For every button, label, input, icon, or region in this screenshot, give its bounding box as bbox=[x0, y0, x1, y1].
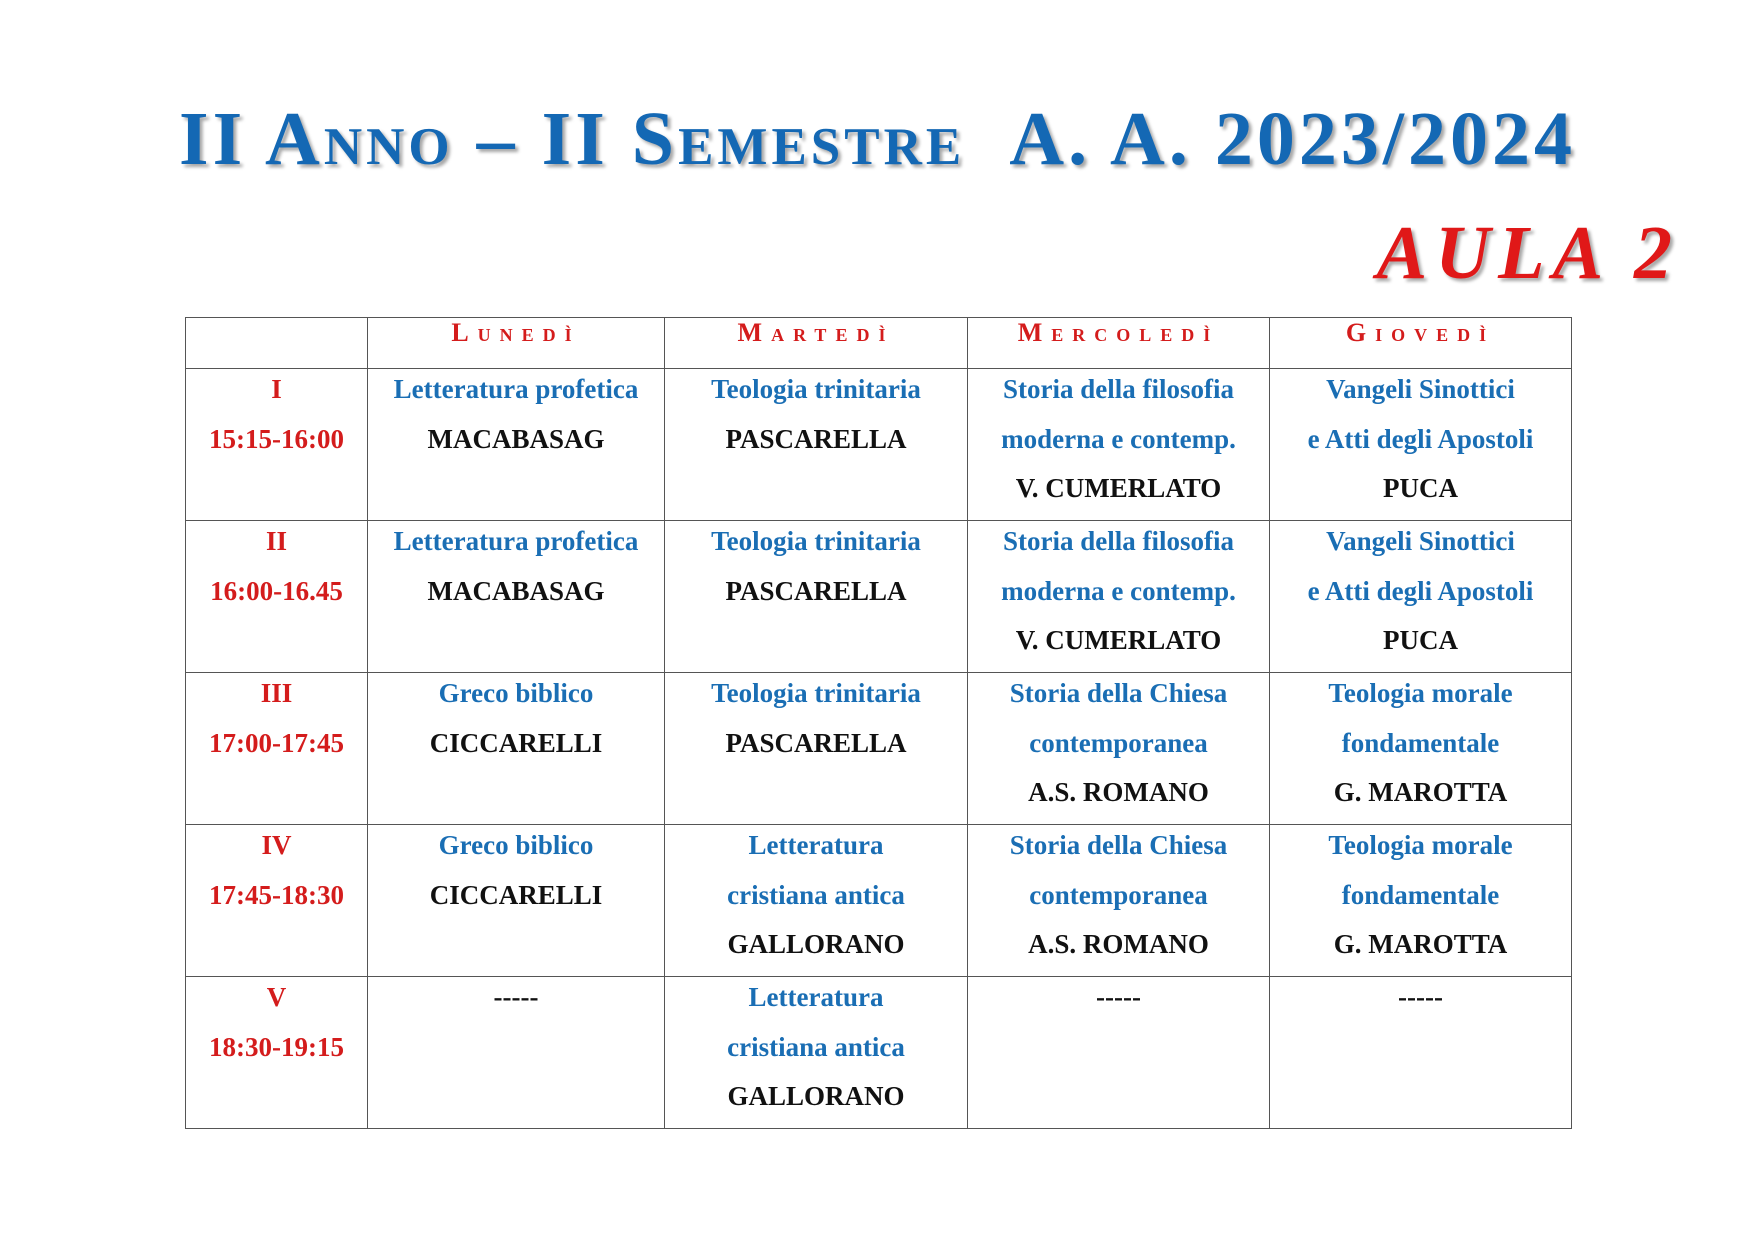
lesson-cell-thursday bbox=[1270, 673, 1572, 825]
teacher-name: MACABASAG bbox=[427, 575, 605, 606]
course-name: Teologia trinitaria bbox=[711, 374, 921, 404]
period-time: 17:00-17:45 bbox=[209, 727, 344, 758]
period-cell bbox=[186, 977, 368, 1129]
lesson-cell-tuesday bbox=[665, 369, 968, 521]
schedule-body bbox=[186, 369, 1572, 1129]
period-label: I bbox=[271, 374, 282, 404]
course-name: Vangeli Sinottici bbox=[1326, 526, 1515, 556]
teacher-name: A.S. ROMANO bbox=[1028, 929, 1209, 959]
lesson-cell-tuesday bbox=[665, 673, 968, 825]
empty-slot: ----- bbox=[1096, 982, 1141, 1012]
teacher-name: A.S. ROMANO bbox=[1028, 777, 1209, 807]
teacher-name: MACABASAG bbox=[427, 423, 605, 454]
lesson-cell-tuesday bbox=[665, 977, 968, 1129]
lesson-cell-tuesday bbox=[665, 825, 968, 977]
course-name: Storia della filosofia bbox=[1003, 526, 1234, 556]
course-name: Letteratura bbox=[748, 982, 884, 1012]
course-name: Letteratura profetica bbox=[393, 526, 639, 556]
course-name: Teologia trinitaria bbox=[711, 678, 921, 708]
lesson-cell-monday bbox=[368, 369, 665, 521]
course-name: fondamentale bbox=[1341, 879, 1500, 910]
table-row bbox=[186, 977, 1572, 1129]
table-row bbox=[186, 369, 1572, 521]
day-header-wednesday: Mercoledì bbox=[968, 318, 1270, 369]
course-name: Greco biblico bbox=[438, 678, 594, 708]
period-time: 18:30-19:15 bbox=[209, 1031, 344, 1062]
lesson-cell-thursday bbox=[1270, 369, 1572, 521]
page-title bbox=[0, 96, 1755, 183]
teacher-name: PUCA bbox=[1383, 473, 1458, 503]
course-name: moderna e contemp. bbox=[1001, 575, 1236, 606]
period-label: II bbox=[265, 526, 287, 556]
course-name: e Atti degli Apostoli bbox=[1307, 423, 1534, 454]
lesson-cell-thursday bbox=[1270, 977, 1572, 1129]
day-header-monday: Lunedì bbox=[368, 318, 665, 369]
header-row bbox=[186, 318, 1572, 369]
course-name: moderna e contemp. bbox=[1001, 423, 1236, 454]
course-name: Storia della Chiesa bbox=[1009, 830, 1228, 860]
lesson-cell-monday bbox=[368, 977, 665, 1129]
teacher-name: GALLORANO bbox=[727, 929, 905, 959]
course-name: contemporanea bbox=[1029, 727, 1208, 758]
period-time: 17:45-18:30 bbox=[209, 879, 344, 910]
schedule-table bbox=[185, 317, 1572, 1129]
course-name: Letteratura profetica bbox=[393, 374, 639, 404]
day-header-thursday: Giovedì bbox=[1270, 318, 1572, 369]
course-name: Teologia morale bbox=[1328, 830, 1513, 860]
period-label: IV bbox=[261, 830, 292, 860]
course-name: Storia della filosofia bbox=[1003, 374, 1234, 404]
empty-slot: ----- bbox=[1398, 982, 1443, 1012]
course-name: fondamentale bbox=[1341, 727, 1500, 758]
title-year-semester: II Anno – II Semestre bbox=[179, 97, 966, 181]
teacher-name: V. CUMERLATO bbox=[1015, 473, 1222, 503]
empty-slot: ----- bbox=[493, 982, 539, 1012]
teacher-name: CICCARELLI bbox=[429, 879, 603, 910]
course-name: cristiana antica bbox=[727, 1031, 905, 1062]
lesson-cell-monday bbox=[368, 825, 665, 977]
period-cell bbox=[186, 521, 368, 673]
period-cell bbox=[186, 825, 368, 977]
course-name: Vangeli Sinottici bbox=[1326, 374, 1515, 404]
period-time: 15:15-16:00 bbox=[209, 423, 344, 454]
period-time: 16:00-16.45 bbox=[210, 575, 343, 606]
teacher-name: G. MAROTTA bbox=[1333, 929, 1508, 959]
course-name: Teologia trinitaria bbox=[711, 526, 921, 556]
day-header-tuesday: Martedì bbox=[665, 318, 968, 369]
lesson-cell-wednesday bbox=[968, 369, 1270, 521]
period-cell bbox=[186, 369, 368, 521]
teacher-name: CICCARELLI bbox=[429, 727, 603, 758]
teacher-name: G. MAROTTA bbox=[1333, 777, 1508, 807]
corner-cell bbox=[186, 318, 368, 369]
table-row bbox=[186, 825, 1572, 977]
table-row bbox=[186, 521, 1572, 673]
teacher-name: PUCA bbox=[1383, 625, 1458, 655]
course-name: cristiana antica bbox=[727, 879, 905, 910]
lesson-cell-monday bbox=[368, 673, 665, 825]
course-name: Teologia morale bbox=[1328, 678, 1513, 708]
lesson-cell-wednesday bbox=[968, 825, 1270, 977]
course-name: Storia della Chiesa bbox=[1009, 678, 1228, 708]
room-label: AULA 2 bbox=[1376, 211, 1680, 295]
course-name: e Atti degli Apostoli bbox=[1307, 575, 1534, 606]
period-label: V bbox=[266, 982, 287, 1012]
lesson-cell-wednesday bbox=[968, 977, 1270, 1129]
course-name: Letteratura bbox=[748, 830, 884, 860]
course-name: contemporanea bbox=[1029, 879, 1208, 910]
lesson-cell-wednesday bbox=[968, 521, 1270, 673]
period-label: III bbox=[260, 678, 293, 708]
period-cell bbox=[186, 673, 368, 825]
table-row bbox=[186, 673, 1572, 825]
teacher-name: PASCARELLA bbox=[725, 575, 907, 606]
title-academic-year: A. A. 2023/2024 bbox=[1009, 97, 1576, 181]
lesson-cell-wednesday bbox=[968, 673, 1270, 825]
lesson-cell-thursday bbox=[1270, 521, 1572, 673]
lesson-cell-tuesday bbox=[665, 521, 968, 673]
teacher-name: PASCARELLA bbox=[725, 423, 907, 454]
course-name: Greco biblico bbox=[438, 830, 594, 860]
teacher-name: PASCARELLA bbox=[725, 727, 907, 758]
lesson-cell-thursday bbox=[1270, 825, 1572, 977]
lesson-cell-monday bbox=[368, 521, 665, 673]
teacher-name: GALLORANO bbox=[727, 1081, 905, 1111]
teacher-name: V. CUMERLATO bbox=[1015, 625, 1222, 655]
